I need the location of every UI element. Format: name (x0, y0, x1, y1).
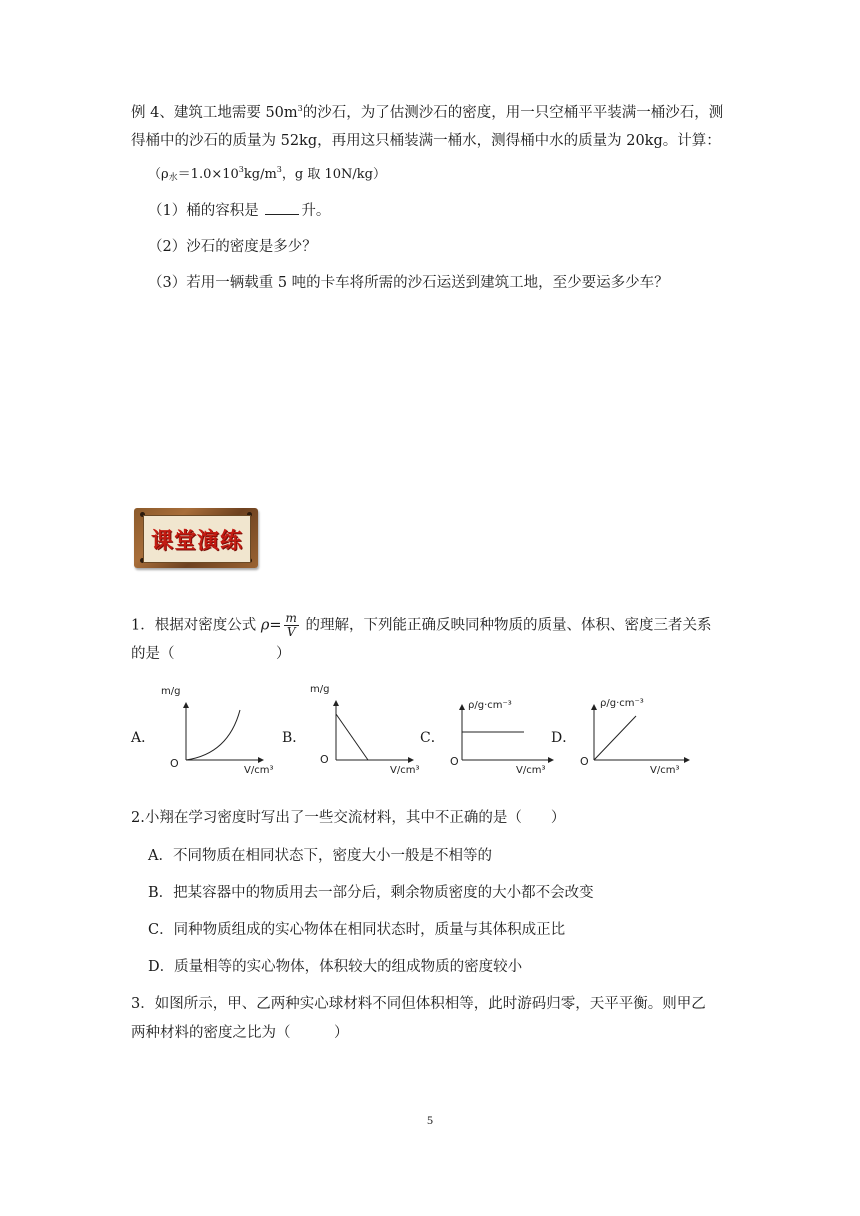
graph-d-ylabel: ρ/g·cm⁻³ (600, 698, 644, 709)
section-banner (128, 500, 264, 576)
cond-unit: kg/m (243, 167, 277, 182)
option-d-label[interactable]: D． (551, 730, 577, 746)
graph-a-ylabel: m/g (161, 686, 181, 697)
q3-text: （3）若用一辆载重 5 吨的卡车将所需的沙石运送到建筑工地，至少要运多少车？ (148, 275, 669, 291)
question2-choice-a[interactable] (148, 846, 492, 866)
density-fraction (284, 612, 299, 639)
choice-a-text: A．不同物质在相同状态下，密度大小一般是不相等的 (148, 848, 492, 864)
example4-line1 (131, 103, 723, 123)
graph-a (184, 702, 264, 762)
rho-symbol: ρ (260, 617, 270, 634)
graph-b-ylabel: m/g (310, 684, 330, 695)
graph-a-origin: O (170, 757, 179, 770)
graph-b-origin: O (320, 753, 329, 766)
choice-c-text: C．同种物质组成的实心物体在相同状态时，质量与其体积成正比 (148, 922, 566, 938)
graph-c-ylabel: ρ/g·cm⁻³ (468, 700, 512, 711)
option-c-label[interactable]: C． (420, 730, 445, 746)
question1-line2 (131, 644, 291, 664)
choice-b-text: B．把某容器中的物质用去一部分后，剩余物质密度的大小都不会改变 (148, 885, 594, 901)
q1-text-cont: 升。 (301, 203, 331, 219)
page-number: 5 (427, 1113, 433, 1127)
fraction-denominator: V (286, 625, 296, 639)
question3-line1 (131, 994, 706, 1014)
answer-blank[interactable] (265, 201, 299, 215)
q2-stem-text: 2.小翔在学习密度时写出了一些交流材料，其中不正确的是（ ） (131, 810, 566, 826)
cond-sup2: 3 (276, 165, 282, 174)
q3-stem-text: 3．如图所示，甲、乙两种实心球材料不同但体积相等，此时游码归零，天平平衡。则甲乙 (131, 996, 706, 1012)
graph-c (460, 704, 554, 762)
choice-d-text: D．质量相等的实心物体，体积较大的组成物质的密度较小 (148, 959, 523, 975)
example4-line1-text-cont: 的沙石，为了估测沙石的密度，用一只空桶平平装满一桶沙石，测 (302, 105, 724, 121)
q3-stem-text-line2: 两种材料的密度之比为（ ） (131, 1025, 349, 1041)
question2-stem (131, 808, 565, 828)
example4-line2 (131, 131, 721, 151)
banner-plate (143, 515, 251, 563)
example4-q2 (148, 237, 317, 257)
cond-g: ，g 取 10N/kg） (281, 167, 386, 182)
example4-conditions (148, 165, 386, 185)
graph-c-origin: O (450, 755, 459, 768)
cond-value: ＝1.0×10 (177, 167, 239, 182)
graph-d-xlabel: V/cm³ (650, 765, 680, 776)
graph-a-xlabel: V/cm³ (244, 765, 274, 776)
question2-choice-c[interactable] (148, 920, 565, 940)
graph-b-xlabel: V/cm³ (390, 765, 420, 776)
superscript: 3 (297, 104, 303, 113)
question1-line1 (131, 612, 712, 639)
cond-sub: 水 (168, 173, 178, 183)
q1-stem-cont: 的理解，下列能正确反映同种物质的质量、体积、密度三者关系 (300, 617, 712, 634)
example4-line1-text: 例 4、建筑工地需要 50m (131, 105, 298, 121)
equals-sign: = (269, 617, 282, 634)
question2-choice-b[interactable] (148, 883, 594, 903)
q1-stem: 1．根据对密度公式 (131, 617, 261, 634)
option-b-label[interactable]: B． (282, 730, 307, 746)
question2-choice-d[interactable] (148, 957, 522, 977)
graph-c-xlabel: V/cm³ (516, 765, 546, 776)
graph-d-origin: O (580, 755, 589, 768)
graph-d (592, 704, 692, 762)
example4-q1 (148, 201, 330, 221)
q1-text: （1）桶的容积是 (148, 203, 264, 219)
fraction-numerator: m (285, 611, 297, 625)
graph-b (334, 700, 414, 762)
example4-q3 (148, 273, 669, 293)
q2-text: （2）沙石的密度是多少？ (148, 239, 317, 255)
q1-stem-line2: 的是（ ） (131, 646, 291, 662)
question3-line2 (131, 1023, 349, 1043)
cond-rho: （ρ (148, 167, 169, 182)
option-a-label[interactable]: A． (131, 730, 156, 746)
cond-sup: 3 (238, 165, 244, 174)
banner-title: 课堂演练 (150, 528, 243, 554)
example4-line2-text: 得桶中的沙石的质量为 52kg，再用这只桶装满一桶水，测得桶中水的质量为 20kg。计算： (131, 133, 721, 149)
